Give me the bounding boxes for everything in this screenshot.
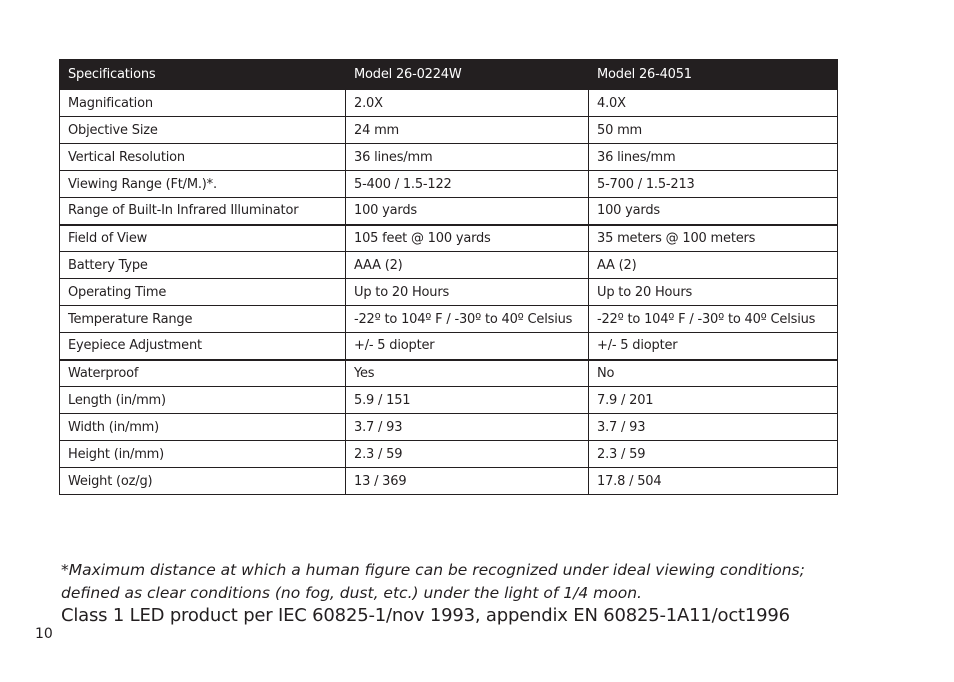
spec-value-model-1: 2.0X <box>346 90 589 117</box>
table-row <box>60 360 838 387</box>
table-row <box>60 279 838 306</box>
spec-label: Vertical Resolution <box>60 144 346 171</box>
spec-value-model-1: 13 / 369 <box>346 468 589 495</box>
spec-label: Waterproof <box>60 360 346 387</box>
table-row <box>60 171 838 198</box>
table-row <box>60 198 838 225</box>
spec-value-model-1: 5.9 / 151 <box>346 387 589 414</box>
spec-value-model-1: Up to 20 Hours <box>346 279 589 306</box>
spec-value-model-1: 3.7 / 93 <box>346 414 589 441</box>
header-specifications: Specifications <box>60 60 346 90</box>
spec-label: Height (in/mm) <box>60 441 346 468</box>
spec-value-model-2: 17.8 / 504 <box>589 468 838 495</box>
spec-value-model-1: 2.3 / 59 <box>346 441 589 468</box>
table-header-row <box>60 60 838 90</box>
spec-label: Length (in/mm) <box>60 387 346 414</box>
table-row <box>60 144 838 171</box>
spec-value-model-2: AA (2) <box>589 252 838 279</box>
spec-value-model-2: -22º to 104º F / -30º to 40º Celsius <box>589 306 838 333</box>
spec-label: Weight (oz/g) <box>60 468 346 495</box>
spec-label: Viewing Range (Ft/M.)*. <box>60 171 346 198</box>
spec-value-model-1: -22º to 104º F / -30º to 40º Celsius <box>346 306 589 333</box>
table-row <box>60 252 838 279</box>
header-model-26-0224w: Model 26-0224W <box>346 60 589 90</box>
table-row <box>60 441 838 468</box>
header-model-26-4051: Model 26-4051 <box>589 60 838 90</box>
table-row <box>60 387 838 414</box>
spec-value-model-2: 5-700 / 1.5-213 <box>589 171 838 198</box>
spec-value-model-1: Yes <box>346 360 589 387</box>
spec-label: Temperature Range <box>60 306 346 333</box>
spec-value-model-2: 35 meters @ 100 meters <box>589 225 838 252</box>
spec-value-model-2: Up to 20 Hours <box>589 279 838 306</box>
spec-value-model-1: 24 mm <box>346 117 589 144</box>
spec-value-model-1: AAA (2) <box>346 252 589 279</box>
table-row <box>60 306 838 333</box>
table-row <box>60 414 838 441</box>
spec-label: Objective Size <box>60 117 346 144</box>
table-row <box>60 333 838 360</box>
spec-label: Magnification <box>60 90 346 117</box>
spec-value-model-1: +/- 5 diopter <box>346 333 589 360</box>
table-row <box>60 117 838 144</box>
page-number: 10 <box>35 626 53 642</box>
spec-value-model-2: 4.0X <box>589 90 838 117</box>
spec-label: Eyepiece Adjustment <box>60 333 346 360</box>
spec-value-model-1: 100 yards <box>346 198 589 225</box>
spec-value-model-2: 7.9 / 201 <box>589 387 838 414</box>
table-row <box>60 90 838 117</box>
spec-value-model-2: 2.3 / 59 <box>589 441 838 468</box>
spec-value-model-2: 50 mm <box>589 117 838 144</box>
spec-value-model-2: +/- 5 diopter <box>589 333 838 360</box>
table-row <box>60 468 838 495</box>
spec-value-model-1: 36 lines/mm <box>346 144 589 171</box>
spec-label: Battery Type <box>60 252 346 279</box>
spec-value-model-2: 3.7 / 93 <box>589 414 838 441</box>
table-row <box>60 225 838 252</box>
spec-label: Range of Built-In Infrared Illuminator <box>60 198 346 225</box>
spec-value-model-1: 105 feet @ 100 yards <box>346 225 589 252</box>
spec-value-model-2: 36 lines/mm <box>589 144 838 171</box>
spec-value-model-2: 100 yards <box>589 198 838 225</box>
spec-label: Operating Time <box>60 279 346 306</box>
spec-value-model-2: No <box>589 360 838 387</box>
specifications-table <box>59 59 838 495</box>
led-class-note: Class 1 LED product per IEC 60825-1/nov 1993, appendix EN 60825-1A11/oct1996 <box>61 605 790 626</box>
spec-label: Field of View <box>60 225 346 252</box>
spec-value-model-1: 5-400 / 1.5-122 <box>346 171 589 198</box>
spec-label: Width (in/mm) <box>60 414 346 441</box>
viewing-range-footnote: *Maximum distance at which a human figure can be recognized under ideal viewing conditions; defined as clear conditions (no fog, dust, etc.) under the light of 1/4 moon. <box>61 561 805 602</box>
